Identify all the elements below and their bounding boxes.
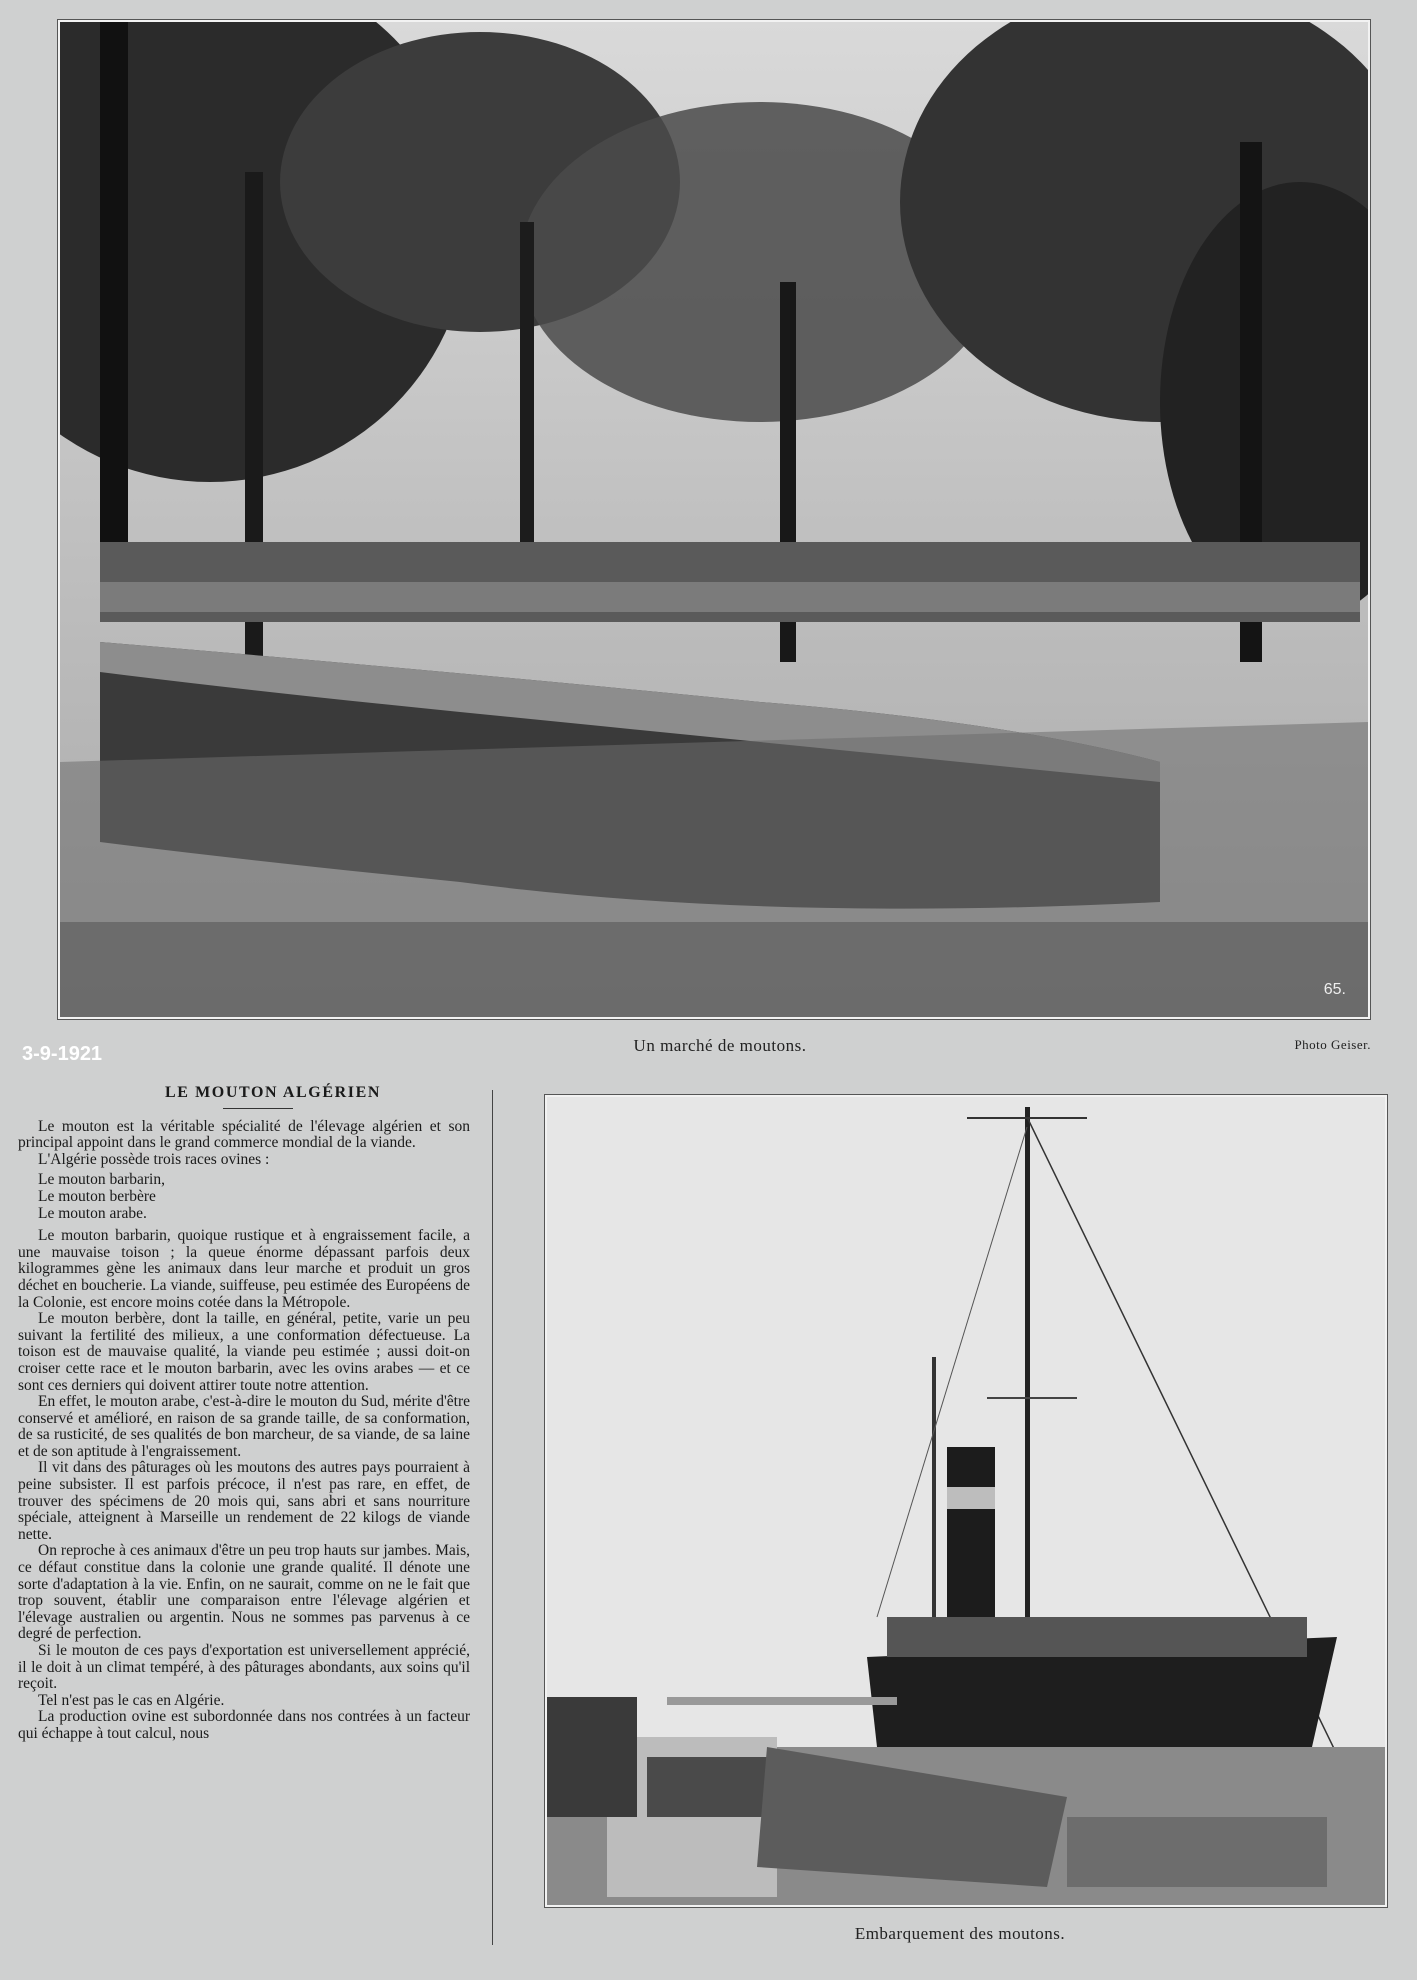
title-divider [223,1108,293,1109]
article [18,1085,470,1743]
photo-caption-embarkation: Embarquement des moutons. [854,1924,1066,1943]
article-intro: Le mouton est la véritable spécialité de l'élevage algérien et son principal appoint dans le grand commerce mondial de la viande. [18,1117,470,1152]
article-paragraph: On reproche à ces animaux d'être un peu trop hauts sur jambes. Mais, ce défaut constitue dans la colonie une grande qualité. Il dénote une sorte d'adaptation à la vie. Enfin, on ne saurait, comme on ne le fait que trop souvent, établir une comparaison entre l'élevage algérien et l'élevage australien ou argentin. Nous ne sommes pas parvenus à ce degré de perfection. [18,1542,470,1643]
article-paragraph: Le mouton barbarin, quoique rustique et à engraissement facile, a une mauvaise toison ; la queue énorme dépassant parfois deux kilogrammes gène les animaux dans leur marche et produit un gros déchet en boucherie. La viande, suiffeuse, peu estimée des Européens de la Colonie, est encore moins cotée dans la Métropole. [18,1227,470,1311]
column-divider [492,1090,493,1945]
article-paragraph: En effet, le mouton arabe, c'est-à-dire le mouton du Sud, mérite d'être conservé et amélioré, en raison de sa grande taille, de sa conformation, de sa rusticité, de ses qualités de bon marcheur, de sa viande, de sa laine et de son aptitude à l'engraissement. [18,1393,470,1460]
sheep-market-photo [58,20,1370,1019]
article-paragraph: Le mouton berbère, dont la taille, en général, petite, varie un peu suivant la fertilité des milieux, a une conformation défectueuse. La toison est de mauvaise qualité, la viande peu estimée ; aussi doit-on croiser cette race et le mouton barbarin, avec les ovins arabes — et ce sont ces derniers qui doivent attirer toute notre attention. [18,1310,470,1394]
article-title: LE MOUTON ALGÉRIEN [164,1084,382,1101]
article-paragraph: La production ovine est subordonnée dans nos contrées à un facteur qui échappe à tout calcul, nous [18,1708,470,1742]
date-stamp: 3-9-1921 [22,1043,103,1065]
article-paragraph: Si le mouton de ces pays d'exportation est universellement apprécié, il le doit à un climat tempéré, à des pâturages abondants, aux soins qu'il reçoit. [18,1642,470,1693]
photo-number: 65. [1323,981,1346,998]
article-paragraph: Tel n'est pas le cas en Algérie. [38,1691,225,1709]
races-intro: L'Algérie possède trois races ovines : [38,1150,270,1168]
breed-item: Le mouton arabe. [38,1204,147,1222]
photo-credit: Photo Geiser. [1294,1037,1371,1052]
breed-item: Le mouton barbarin, [38,1171,165,1189]
sheep-market-image [60,22,1368,1017]
breed-item: Le mouton berbère [38,1187,156,1205]
ship-embarkation-image [547,1097,1385,1905]
breed-list [18,1172,470,1222]
photo-caption-market: Un marché de moutons. [633,1036,807,1055]
article-paragraph: Il vit dans des pâturages où les moutons des autres pays pourraient à peine subsister. Il est parfois précoce, il n'est pas rare, en effet, de trouver des spécimens de 20 mois qui, sans abri et sans nourriture spéciale, atteignent à Marseille un rendement de 22 kilogs de viande nette. [18,1459,470,1543]
ship-embarkation-photo [545,1095,1387,1907]
